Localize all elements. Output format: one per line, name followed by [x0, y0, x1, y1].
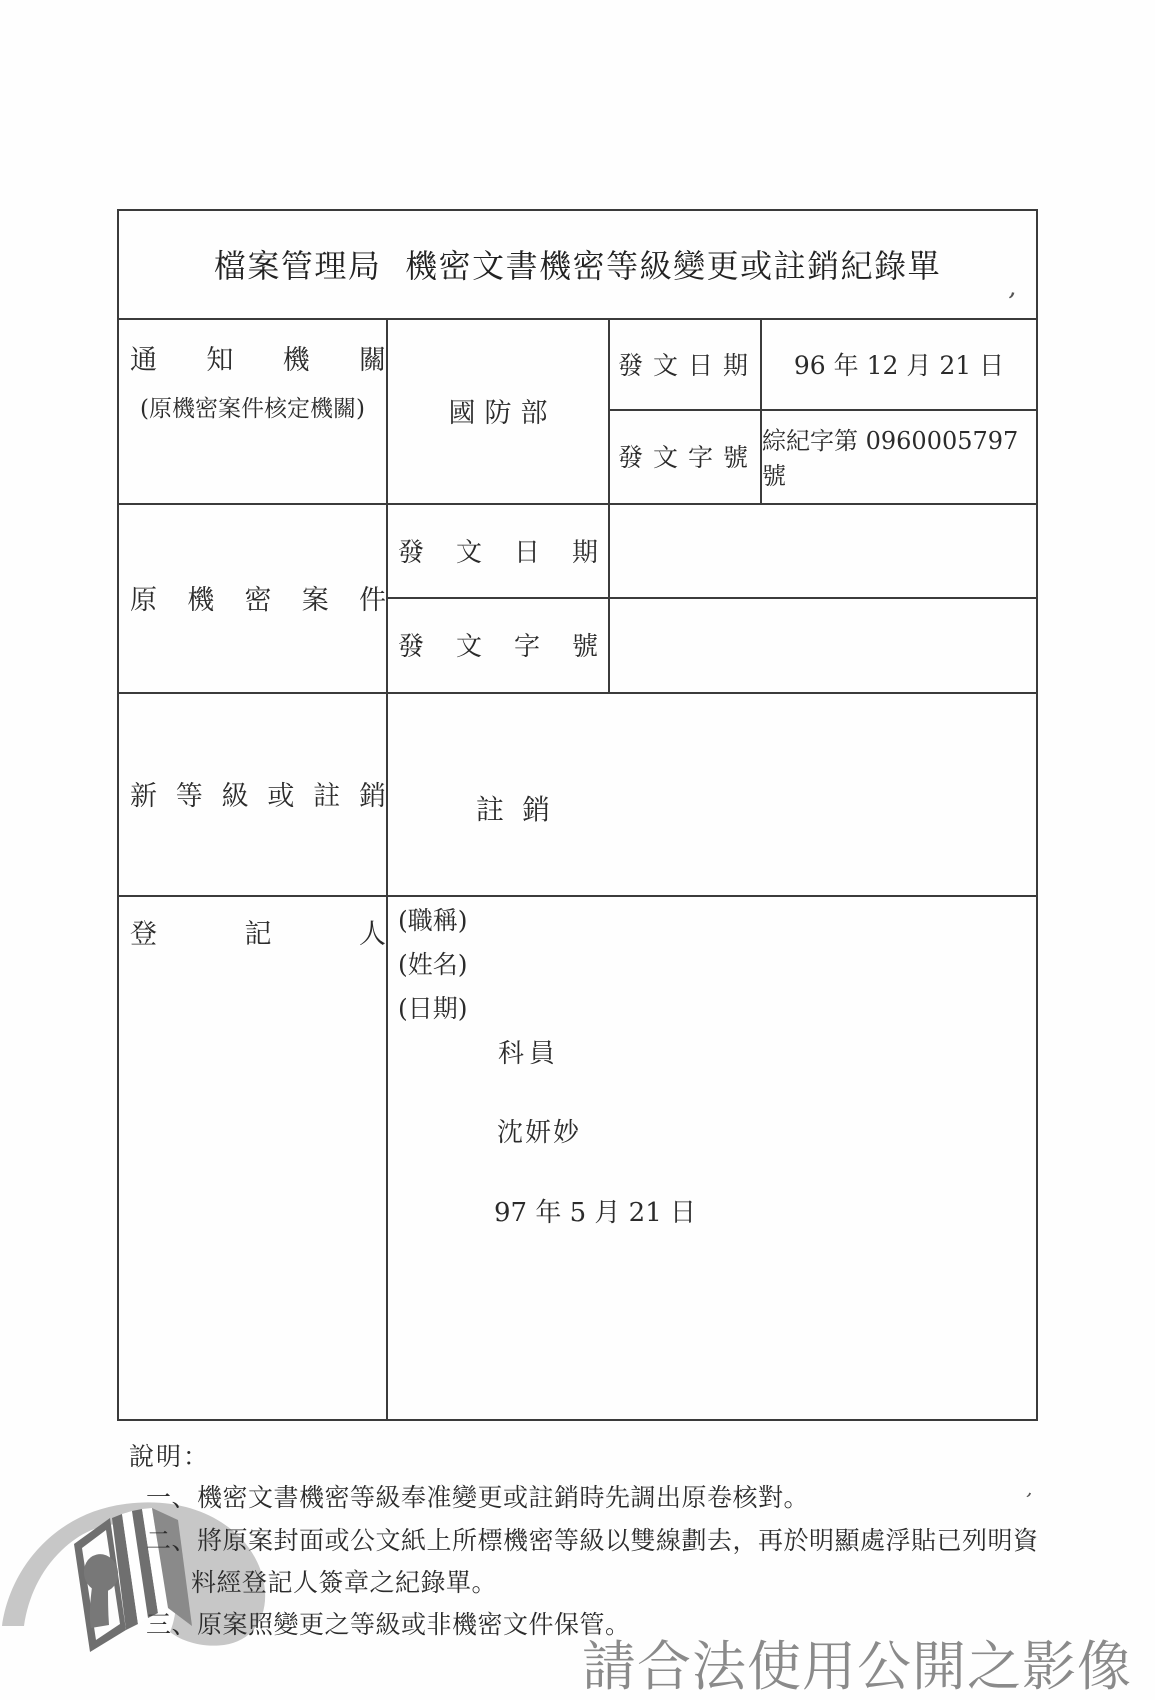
original-number-value: [620, 599, 1020, 690]
original-date-value: [620, 505, 1020, 595]
original-date-label-cell: [398, 505, 598, 595]
registrar-jobtitle-label: (職稱): [398, 906, 468, 935]
notes-heading: 說明：: [129, 1442, 211, 1471]
note-item-1: 一、機密文書機密等級奉准變更或註銷時先調出原卷核對。: [146, 1483, 810, 1512]
registrar-date-value: 97 年 5 月 21 日: [494, 1198, 697, 1228]
issue-date-label-cell: [618, 320, 748, 407]
new-level-value: 註銷: [476, 792, 569, 826]
registrar-label-cell: [130, 912, 386, 950]
registrar-label: 登記人: [130, 918, 386, 950]
scan-artifact-tick: ’: [1020, 1487, 1034, 1513]
new-level-label-cell: [130, 692, 386, 895]
original-number-label: 發文字號: [398, 632, 598, 662]
usage-watermark: 請合法使用公開之影像: [582, 1635, 1132, 1698]
original-case-label: 原機密案件: [130, 585, 386, 616]
issue-number-label-cell: [618, 411, 748, 501]
original-case-label-cell: [130, 503, 386, 692]
note-item-3: 三、原案照變更之等級或非機密文件保管。: [146, 1610, 631, 1639]
issue-date-value: 96 年 12 月 21 日: [793, 350, 1005, 380]
issue-number-value: 綜紀字第 0960005797 號: [762, 427, 1019, 490]
note-item-2-continued: 料經登記人簽章之紀錄單。: [191, 1568, 498, 1597]
notify-agency-label: 通知機關: [130, 344, 386, 376]
notify-agency-sublabel: (原機密案件核定機關): [140, 395, 365, 422]
form-title: 檔案管理局 機密文書機密等級變更或註銷紀錄單: [213, 246, 942, 285]
scan-artifact-tick: ’: [1002, 287, 1018, 319]
notify-agency-value: 國防部: [448, 398, 557, 429]
original-date-label: 發文日期: [398, 537, 598, 568]
registrar-name-label: (姓名): [398, 950, 468, 979]
registrar-name-value: 沈妍妙: [497, 1118, 582, 1148]
new-level-label: 新等級或註銷: [130, 781, 386, 812]
note-item-2: 二、將原案封面或公文紙上所標機密等級以雙線劃去，再於明顯處浮貼已列明資: [146, 1526, 1039, 1555]
registrar-jobtitle-value: 科員: [498, 1039, 561, 1069]
issue-number-label: 發文字號: [618, 443, 748, 472]
registrar-field-labels: [398, 899, 468, 1031]
gridline-middle-column: [608, 318, 610, 692]
registrar-date-label: (日期): [398, 994, 468, 1023]
original-number-label-cell: [398, 599, 598, 690]
notify-agency-label-cell: [130, 338, 386, 376]
issue-date-label: 發文日期: [618, 350, 748, 380]
